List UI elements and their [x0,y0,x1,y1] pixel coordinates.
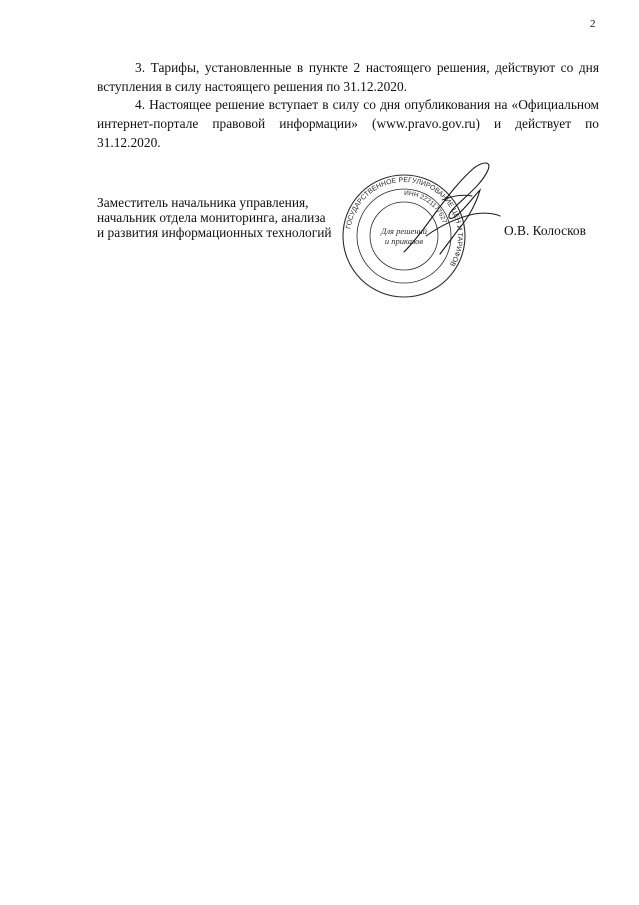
signatory-name: О.В. Колосков [504,223,586,238]
stamp-inn-text: ИНН 2221177627 [403,189,448,225]
position-line: начальник отдела мониторинга, анализа [97,210,326,225]
page-number: 2 [590,18,596,30]
position-line: Заместитель начальника управления, [97,195,309,210]
position-line: и развития информационных технологий [97,225,332,240]
signatory-position [97,195,332,240]
handwritten-signature [396,156,506,262]
stamp-center-line: Для решений [380,226,428,236]
stamp-outer-text: ГОСУДАРСТВЕННОЕ РЕГУЛИРОВАНИЕ ЦЕН И ТАРИФОВ [345,176,464,268]
paragraph-3: 3. Тарифы, установленные в пункте 2 настоящего решения, действуют со дня вступления в силу настоящего решения по 31.12.2020. [97,60,599,94]
paragraph-4: 4. Настоящее решение вступает в силу со дня опубликования на «Официальном интернет-портале правовой информации» (www.pravo.gov.ru) и действует по 31.12.2020. [97,97,599,150]
stamp-center-line: и приказов [384,236,424,246]
